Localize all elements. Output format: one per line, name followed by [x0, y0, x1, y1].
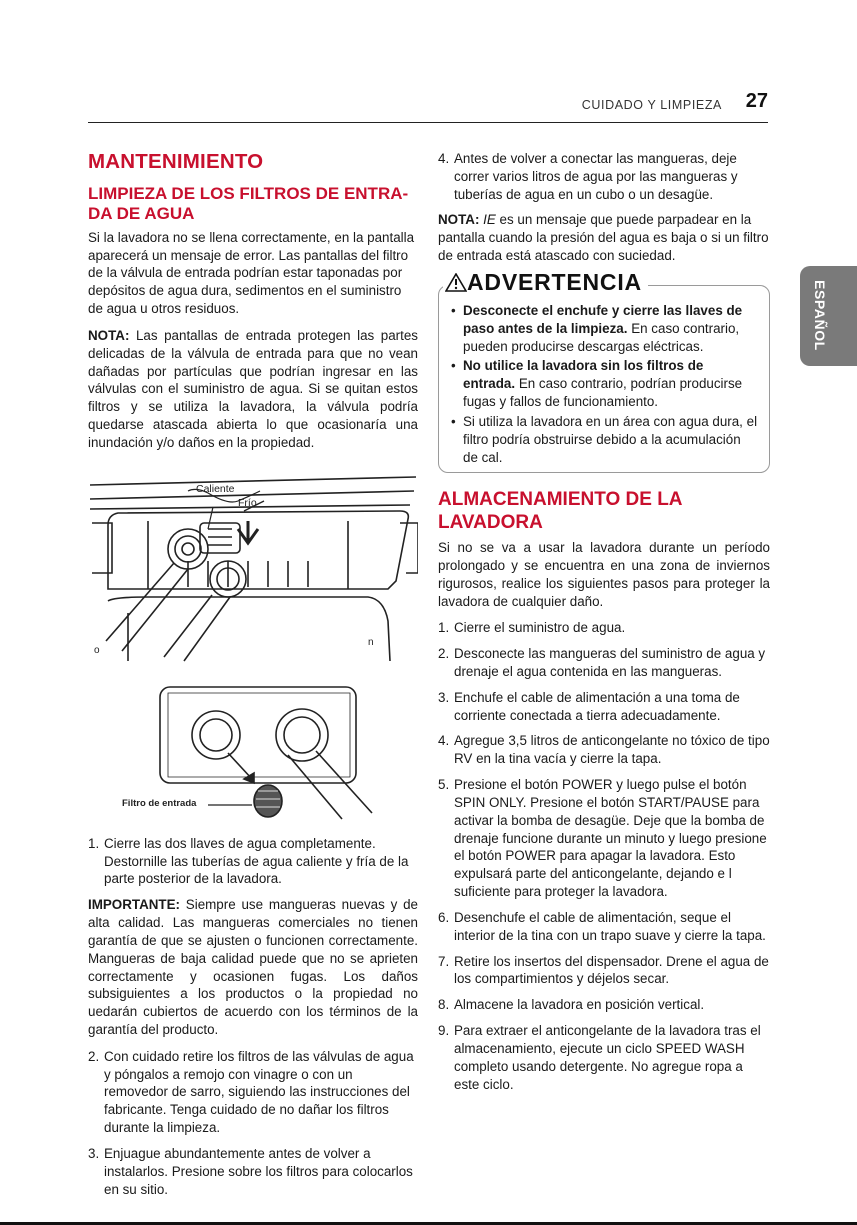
storage-intro: Si no se va a usar la lavadora durante un período prolongado y se encuentra en una zona de inviernos rigurosos, realice los siguientes pasos para proteger la lavadora de cualquier daño. [438, 540, 770, 609]
warning-triangle-icon [445, 273, 467, 292]
warning-box [438, 268, 770, 473]
note-text: es un mensaje que puede parpadear en la pantalla cuando la presión del agua es baja o si un filtro de entrada está atascado con suciedad. [438, 212, 769, 264]
language-tab [800, 266, 857, 366]
list-item: 2. Con cuidado retire los filtros de las válvulas de agua y póngalos a remojo con vinagre o con un removedor de sarro, siguiendo las instrucciones del fabricante. Tenga cuidado de no dañar los filtros durante la limpieza. [88, 1048, 414, 1136]
svg-text:o: o [94, 644, 100, 656]
page-number: 27 [745, 90, 768, 112]
list-item: 4. Agregue 3,5 litros de anticongelante no tóxico de tipo RV en la tina vacía y cierre la tapa. [438, 733, 770, 767]
storage-heading: ALMACENAMIENTO DE LA LAVADORA [438, 489, 682, 534]
list-item: 9. Para extraer el anticongelante de la lavadora tras el almacenamiento, ejecute un ciclo SPEED WASH completo usando detergente. No agregue ropa a este ciclo. [438, 1023, 761, 1092]
warning-item: • No utilice la lavadora sin los filtros de entrada. En caso contrario, podrían producirse fugas y fallos de funcionamiento. [451, 358, 743, 410]
inlet-filter-label: Filtro de entrada [122, 797, 197, 809]
right-column [438, 150, 770, 1101]
list-item: 5. Presione el botón POWER y luego pulse el botón SPIN ONLY. Presione el botón START/PAUSE para activar la bomba de desagüe. Deje que la bomba de drenaje funcione durante un minuto y luego presione el botón POWER para apagar la lavadora. Esto expulsará parte del anticongelante, dejando e l suficiente para proteger la lavadora. [438, 777, 767, 900]
warning-item: • Desconecte el enchufe y cierre las llaves de paso antes de la limpieza. En caso contrario, pueden producirse descargas eléctricas. [451, 302, 743, 354]
list-item: 1. Cierre las dos llaves de agua completamente. Destornille las tuberías de agua caliente y fría de la parte posterior de la lavadora. [88, 835, 409, 887]
language-tab-label: ESPAÑOL [812, 280, 828, 351]
storage-steps [438, 619, 770, 1093]
list-item: 3. Enjuague abundantemente antes de volver a instalarlos. Presione sobre los filtros para colocarlos en su sitio. [88, 1145, 413, 1197]
list-item: 3. Enchufe el cable de alimentación a una toma de corriente conectada a tierra adecuadamente. [438, 689, 740, 723]
list-item: 2. Desconecte las mangueras del suministro de agua y drenaje el agua contenida en las mangueras. [438, 646, 766, 679]
cleaning-steps-right [438, 150, 770, 203]
error-code: IE [483, 212, 496, 228]
section-heading: MANTENIMIENTO [88, 150, 264, 173]
important-text: Siempre use mangueras nuevas y de alta calidad. Las mangueras comerciales no tienen garantía de que se ajusten o funcionen correctamente. Mangueras de baja calidad puede que no se aprieten correctamente y ocasionen fugas. Los daños subsiguientes a los productos o la propiedad no uedarán cubiertos de acuerdo con los términos de la garantía del producto. [88, 897, 418, 1037]
ie-note-paragraph [438, 211, 770, 264]
left-column [88, 150, 418, 1206]
cleaning-steps-left [88, 835, 418, 888]
list-item: 1. Cierre el suministro de agua. [438, 620, 626, 636]
washer-back-illustration [88, 461, 418, 671]
list-item: 4. Antes de volver a conectar las mangueras, deje correr varios litros de agua por las mangueras y tuberías de agua en un cubo o un desagüe. [438, 151, 738, 202]
cold-water-label: Frío [238, 496, 257, 509]
svg-text:n: n [368, 636, 374, 648]
note-paragraph [88, 327, 418, 452]
important-label: IMPORTANTE: [88, 897, 180, 913]
page-header [88, 92, 768, 123]
intro-paragraph: Si la lavadora no se llena correctamente, en la pantalla aparecerá un mensaje de error. Las pantallas del filtro de la válvula de entrada podrían estar taponadas por depósitos de agua dura, sedimentos en el suministro de agua u otros residuos. [88, 229, 415, 317]
list-item: 6. Desenchufe el cable de alimentación, seque el interior de la tina con un trapo suave y cierre la tapa. [438, 909, 766, 943]
note-label: NOTA: [438, 212, 480, 228]
warning-title: ADVERTENCIA [443, 269, 648, 296]
note-label: NOTA: [88, 327, 130, 343]
list-item: 7. Retire los insertos del dispensador. Drene el agua de los compartimientos y déjelos secar. [438, 953, 769, 987]
list-item: 8. Almacene la lavadora en posición vertical. [438, 997, 705, 1013]
section-title: CUIDADO Y LIMPIEZA [581, 98, 722, 112]
subsection-heading: LIMPIEZA DE LOS FILTROS DE ENTRA-DA DE AGUA [88, 184, 409, 224]
hose-connection-figure [88, 461, 418, 671]
cleaning-steps-left-cont [88, 1048, 418, 1199]
note-text: Las pantallas de entrada protegen las partes delicadas de la válvula de entrada para que no vean dañadas por partículas que podrían ingresar en las válvulas con el suministro de agua. Si se quitan estos filtros y se utiliza la lavadora, la válvula podría quedarse atascada abierta lo que ocasionaría una inundación y/o daños en la propiedad. [88, 327, 418, 450]
hot-water-label: Caliente [196, 482, 235, 495]
warning-item: • Si utiliza la lavadora en un área con agua dura, el filtro podría obstruirse debido a la acumulación de cal. [451, 413, 758, 465]
important-paragraph [88, 896, 418, 1039]
inlet-filter-figure [88, 679, 418, 829]
